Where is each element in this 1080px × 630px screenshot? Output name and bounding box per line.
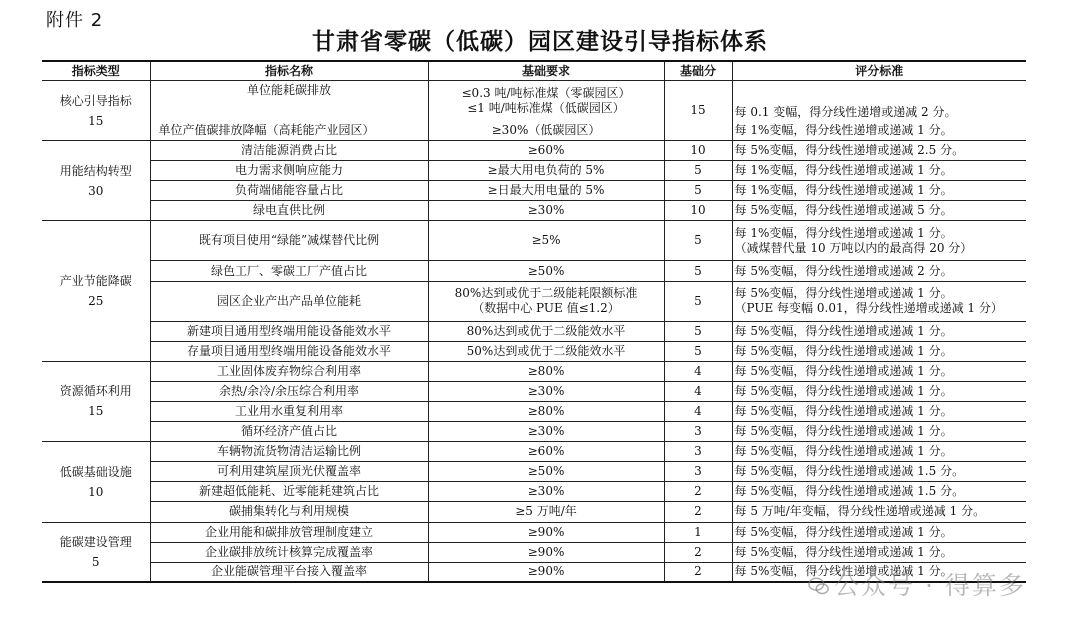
base-score — [664, 141, 732, 161]
criteria-line: 每 5%变幅，得分线性递增或递减 2.5 分。 — [734, 143, 965, 158]
category-cell — [42, 81, 150, 141]
requirement-line: ≥5% — [531, 233, 561, 248]
base-requirement — [428, 121, 664, 141]
category-name: 能碳建设管理 — [59, 534, 132, 549]
criteria-line: 每 5%变幅，得分线性递增或递减 1 分。 — [734, 544, 953, 559]
table-row — [42, 121, 1026, 141]
base-requirement — [428, 321, 664, 341]
indicator-name — [150, 542, 428, 562]
base-score — [664, 562, 732, 582]
criteria-line: 每 5 万吨/年变幅，得分线性递增或递减 1 分。 — [734, 504, 986, 519]
base-requirement — [428, 442, 664, 462]
category-name: 核心引导指标 — [59, 93, 132, 108]
scoring-criteria — [732, 321, 1026, 341]
indicator-name — [150, 522, 428, 542]
table-body — [42, 81, 1026, 583]
indicator-name-text: 新建项目通用型终端用能设备能效水平 — [186, 323, 391, 338]
indicator-name-text: 工业固体废弃物综合利用率 — [216, 363, 361, 378]
base-score — [664, 361, 732, 381]
indicator-name — [150, 381, 428, 401]
criteria-line: 每 5%变幅，得分线性递增或递减 1.5 分。 — [734, 484, 965, 499]
base-score — [664, 281, 732, 321]
scoring-criteria — [732, 462, 1026, 482]
base-score-value: 10 — [690, 143, 706, 158]
indicator-name-text: 单位产值碳排放降幅（高耗能产业园区） — [158, 122, 375, 137]
category-name: 低碳基础设施 — [59, 464, 132, 479]
category-score: 10 — [88, 484, 104, 499]
category-cell — [42, 361, 150, 441]
base-score — [664, 181, 732, 201]
requirement-line: ≥日最大用电量的 5% — [487, 183, 605, 198]
attachment-label: 附件 2 — [46, 10, 104, 31]
scoring-criteria — [732, 261, 1026, 281]
watermark — [808, 566, 1026, 602]
header-scoring-criteria: 评分标准 — [732, 61, 1026, 81]
scoring-criteria — [732, 81, 1026, 121]
base-requirement — [428, 221, 664, 261]
indicator-name — [150, 81, 428, 121]
table-row — [42, 422, 1026, 442]
indicator-name — [150, 181, 428, 201]
indicator-name-text: 单位能耗碳排放 — [246, 83, 331, 97]
requirement-line: ≥60% — [527, 143, 565, 158]
indicator-name-text: 车辆物流货物清洁运输比例 — [216, 444, 361, 459]
category-cell — [42, 442, 150, 522]
base-score-value: 3 — [694, 464, 702, 479]
criteria-line: 每 5%变幅，得分线性递增或递减 1.5 分。 — [734, 464, 965, 479]
base-requirement — [428, 141, 664, 161]
indicator-name — [150, 482, 428, 502]
scoring-criteria — [732, 401, 1026, 421]
table-row — [42, 141, 1026, 161]
indicator-name-text: 负荷端储能容量占比 — [234, 183, 343, 198]
base-score-value: 2 — [694, 504, 702, 519]
criteria-line: 每 5%变幅，得分线性递增或递减 1 分。 — [734, 403, 953, 418]
table-row — [42, 341, 1026, 361]
scoring-criteria — [732, 121, 1026, 141]
category-cell — [42, 522, 150, 582]
base-score-value: 2 — [694, 564, 702, 579]
requirement-line: （数据中心 PUE 值≤1.2） — [472, 301, 620, 316]
indicator-name-text: 清洁能源消费占比 — [240, 143, 337, 158]
scoring-criteria — [732, 221, 1026, 261]
header-category: 指标类型 — [42, 61, 150, 81]
base-score — [664, 341, 732, 361]
base-requirement — [428, 161, 664, 181]
base-score-value: 1 — [694, 524, 702, 539]
requirement-line: 80%达到或优于二级能耗限额标准 — [454, 286, 638, 301]
indicator-name-text: 循环经济产值占比 — [240, 424, 337, 439]
indicator-name — [150, 161, 428, 181]
criteria-line: 每 1%变幅，得分线性递增或递减 1 分。 — [734, 163, 953, 178]
scoring-criteria — [732, 181, 1026, 201]
base-score — [664, 261, 732, 281]
base-score-value: 3 — [694, 424, 702, 439]
requirement-line: ≥30% — [527, 383, 565, 398]
table-row — [42, 321, 1026, 341]
base-requirement — [428, 201, 664, 221]
indicator-name-text: 新建超低能耗、近零能耗建筑占比 — [198, 484, 379, 499]
indicator-name — [150, 121, 428, 141]
category-name: 资源循环利用 — [59, 384, 132, 399]
base-requirement — [428, 281, 664, 321]
indicator-name-text: 企业用能和碳排放管理制度建立 — [204, 524, 373, 539]
base-score-value: 2 — [694, 484, 702, 499]
base-score — [664, 422, 732, 442]
table-row — [42, 462, 1026, 482]
indicator-name — [150, 321, 428, 341]
requirement-line: ≥最大用电负荷的 5% — [487, 163, 605, 178]
indicator-name-text: 碳捕集转化与利用规模 — [228, 504, 349, 519]
criteria-line: 每 0.1 变幅，得分线性递增或递减 2 分。 — [734, 104, 957, 119]
requirement-line: ≥90% — [527, 524, 565, 539]
requirement-line: ≥30% — [527, 484, 565, 499]
indicator-name-text: 园区企业产出产品单位能耗 — [216, 293, 361, 308]
indicator-name-text: 工业用水重复利用率 — [234, 403, 343, 418]
category-name: 用能结构转型 — [59, 163, 132, 178]
category-score: 15 — [88, 113, 104, 128]
base-score — [664, 502, 732, 522]
scoring-criteria — [732, 442, 1026, 462]
requirement-line: ≥5 万吨/年 — [515, 504, 577, 519]
base-score-value: 2 — [694, 544, 702, 559]
scoring-criteria — [732, 341, 1026, 361]
scoring-criteria — [732, 201, 1026, 221]
base-score-value: 5 — [694, 293, 702, 308]
base-score-value: 5 — [694, 323, 702, 338]
indicator-name — [150, 341, 428, 361]
requirement-line: ≥30%（低碳园区） — [491, 122, 601, 137]
requirement-line: ≥60% — [527, 444, 565, 459]
requirement-line: ≤0.3 吨/吨标准煤（零碳园区） — [461, 85, 631, 100]
indicator-name — [150, 422, 428, 442]
table-header-row — [42, 61, 1026, 81]
table-row — [42, 221, 1026, 261]
criteria-line: 每 5%变幅，得分线性递增或递减 1 分。 — [734, 323, 953, 338]
indicator-name-text: 绿色工厂、零碳工厂产值占比 — [210, 263, 367, 278]
criteria-line: 每 5%变幅，得分线性递增或递减 2 分。 — [734, 263, 953, 278]
category-score: 15 — [88, 404, 104, 419]
criteria-line: 每 5%变幅，得分线性递增或递减 5 分。 — [734, 203, 953, 218]
wechat-icon — [808, 575, 830, 597]
criteria-line: 每 5%变幅，得分线性递增或递减 1 分。 — [734, 424, 953, 439]
table-row — [42, 442, 1026, 462]
criteria-line: 每 5%变幅，得分线性递增或递减 1 分。 — [734, 524, 953, 539]
indicator-name — [150, 281, 428, 321]
base-score-value: 5 — [694, 163, 702, 178]
requirement-line: 50%达到或优于二级能效水平 — [466, 343, 626, 358]
base-score — [664, 201, 732, 221]
requirement-line: ≥90% — [527, 564, 565, 579]
base-score-value: 15 — [690, 103, 706, 118]
indicator-name — [150, 502, 428, 522]
table-row — [42, 81, 1026, 121]
indicator-name — [150, 221, 428, 261]
table-row — [42, 281, 1026, 321]
base-requirement — [428, 181, 664, 201]
criteria-line: 每 1%变幅，得分线性递增或递减 1 分。 — [734, 122, 953, 137]
requirement-line: ≥80% — [527, 363, 565, 378]
table-row — [42, 502, 1026, 522]
scoring-criteria — [732, 502, 1026, 522]
indicator-name-text: 余热/余冷/余压综合利用率 — [218, 383, 360, 398]
requirement-line: ≥30% — [527, 424, 565, 439]
table-row — [42, 201, 1026, 221]
category-score: 25 — [88, 294, 104, 309]
base-score — [664, 462, 732, 482]
category-cell — [42, 141, 150, 221]
table-row — [42, 381, 1026, 401]
criteria-line: （减煤替代量 10 万吨以内的最高得 20 分） — [734, 240, 973, 255]
base-requirement — [428, 261, 664, 281]
base-requirement — [428, 341, 664, 361]
indicator-name-text: 企业能碳管理平台接入覆盖率 — [210, 564, 367, 579]
criteria-line: （PUE 每变幅 0.01，得分线性递增或递减 1 分） — [734, 301, 1003, 316]
base-score — [664, 321, 732, 341]
criteria-line: 每 1%变幅，得分线性递增或递减 1 分。 — [734, 225, 953, 240]
scoring-criteria — [732, 161, 1026, 181]
base-score-value: 10 — [690, 203, 706, 218]
category-score: 30 — [88, 183, 104, 198]
requirement-line: ≥50% — [527, 464, 565, 479]
requirement-line: ≥30% — [527, 203, 565, 218]
base-score-value: 4 — [694, 403, 702, 418]
base-requirement — [428, 462, 664, 482]
table-row — [42, 261, 1026, 281]
scoring-criteria — [732, 422, 1026, 442]
scoring-criteria — [732, 381, 1026, 401]
document-title: 甘肃省零碳（低碳）园区建设引导指标体系 — [312, 28, 768, 55]
base-score — [664, 221, 732, 261]
requirement-line: ≤1 吨/吨标准煤（低碳园区） — [467, 100, 625, 115]
base-score — [664, 401, 732, 421]
indicator-name — [150, 141, 428, 161]
criteria-line: 每 5%变幅，得分线性递增或递减 1 分。 — [734, 286, 953, 301]
criteria-line: 每 5%变幅，得分线性递增或递减 1 分。 — [734, 363, 953, 378]
table-row — [42, 401, 1026, 421]
indicator-name-text: 既有项目使用“绿能”减煤替代比例 — [198, 233, 380, 248]
indicator-name-text: 可利用建筑屋顶光伏覆盖率 — [216, 464, 361, 479]
base-requirement — [428, 401, 664, 421]
base-score-value: 4 — [694, 383, 702, 398]
scoring-criteria — [732, 482, 1026, 502]
base-score-value: 5 — [694, 233, 702, 248]
scoring-criteria — [732, 522, 1026, 542]
criteria-line: 每 5%变幅，得分线性递增或递减 1 分。 — [734, 383, 953, 398]
requirement-line: ≥90% — [527, 544, 565, 559]
indicator-table — [42, 60, 1026, 583]
table-row — [42, 542, 1026, 562]
base-requirement — [428, 542, 664, 562]
base-score-value: 5 — [694, 183, 702, 198]
table-row — [42, 161, 1026, 181]
base-score — [664, 81, 732, 141]
base-score-value: 4 — [694, 363, 702, 378]
scoring-criteria — [732, 542, 1026, 562]
base-requirement — [428, 422, 664, 442]
base-score — [664, 381, 732, 401]
base-requirement — [428, 502, 664, 522]
indicator-name — [150, 261, 428, 281]
criteria-line: 每 5%变幅，得分线性递增或递减 1 分。 — [734, 343, 953, 358]
table-row — [42, 522, 1026, 542]
base-score — [664, 542, 732, 562]
table-row — [42, 482, 1026, 502]
category-score: 5 — [91, 554, 100, 569]
category-name: 产业节能降碳 — [59, 274, 132, 289]
requirement-line: ≥80% — [527, 403, 565, 418]
header-base-requirement: 基础要求 — [428, 61, 664, 81]
indicator-name-text: 电力需求侧响应能力 — [234, 163, 343, 178]
scoring-criteria — [732, 281, 1026, 321]
base-requirement — [428, 81, 664, 121]
scoring-criteria — [732, 361, 1026, 381]
scoring-criteria — [732, 141, 1026, 161]
base-requirement — [428, 361, 664, 381]
base-requirement — [428, 562, 664, 582]
base-requirement — [428, 381, 664, 401]
criteria-line: 每 5%变幅，得分线性递增或递减 1 分。 — [734, 444, 953, 459]
indicator-name-text: 存量项目通用型终端用能设备能效水平 — [186, 343, 391, 358]
table-row — [42, 361, 1026, 381]
indicator-name — [150, 462, 428, 482]
base-score-value: 3 — [694, 444, 702, 459]
indicator-name — [150, 562, 428, 582]
indicator-name — [150, 442, 428, 462]
base-score-value: 5 — [694, 343, 702, 358]
indicator-name-text: 企业碳排放统计核算完成覆盖率 — [204, 544, 373, 559]
indicator-name — [150, 401, 428, 421]
base-score — [664, 442, 732, 462]
criteria-line: 每 1%变幅，得分线性递增或递减 1 分。 — [734, 183, 953, 198]
watermark-text: 公众号 · 得算多 — [834, 571, 1026, 600]
requirement-line: 80%达到或优于二级能效水平 — [466, 323, 626, 338]
category-cell — [42, 221, 150, 361]
indicator-name — [150, 201, 428, 221]
indicator-name-text: 绿电直供比例 — [252, 203, 325, 218]
header-base-score: 基础分 — [664, 61, 732, 81]
base-score-value: 5 — [694, 263, 702, 278]
base-score — [664, 161, 732, 181]
base-requirement — [428, 482, 664, 502]
table-row — [42, 181, 1026, 201]
requirement-line: ≥50% — [527, 263, 565, 278]
base-requirement — [428, 522, 664, 542]
header-indicator-name: 指标名称 — [150, 61, 428, 81]
criteria-line: 每 5%变幅，得分线性递增或递减 1 分。 — [734, 564, 953, 579]
indicator-name — [150, 361, 428, 381]
base-score — [664, 482, 732, 502]
base-score — [664, 522, 732, 542]
